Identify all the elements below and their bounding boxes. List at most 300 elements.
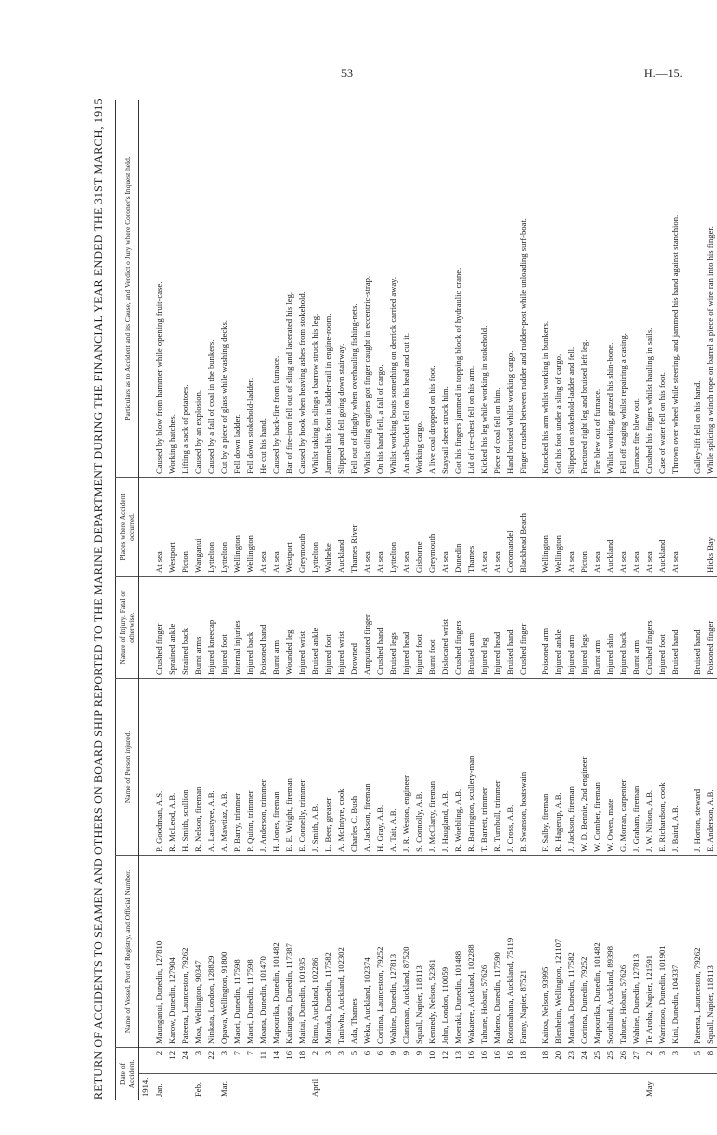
cell-nature: Injured back (617, 577, 630, 679)
cell-day: 16 (504, 1048, 517, 1074)
cell-nature: Injured foot (656, 577, 669, 679)
cell-place: Lyttelton (387, 478, 400, 577)
cell-day: 13 (452, 1048, 465, 1074)
cell-vessel: Blenheim, Wellington, 121107 (552, 856, 565, 1048)
cell-day: 18 (539, 1048, 552, 1074)
cell-vessel: Karow, Dunedin, 127904 (166, 856, 179, 1048)
cell-day: 26 (617, 1048, 630, 1074)
cell-particulars: Lifting a sack of potatoes. (180, 384, 190, 474)
cell-vessel: Maori, Dunedin, 117598 (231, 856, 244, 1048)
cell-person: E. Richardson, cook (656, 679, 669, 856)
cell-month (426, 1074, 439, 1100)
cell-person: R. McLeod, A.B. (166, 679, 179, 856)
cell-person: P. Barry, trimmer (231, 679, 244, 856)
cell-day: 10 (426, 1048, 439, 1074)
cell-nature: Poisoned finger (704, 577, 717, 679)
cell-person: L. Beer, greaser (322, 679, 335, 856)
cell-particulars: Lid of ice-chest fell on his arm. (466, 365, 476, 474)
cell-day: 16 (491, 1048, 504, 1074)
table-row (517, 100, 530, 1100)
cell-nature: Burnt arm (591, 577, 604, 679)
table-row (361, 100, 374, 1100)
cell-person: A. McIntyre, cook (335, 679, 348, 856)
cell-month (400, 1074, 413, 1100)
cell-day: 22 (205, 1048, 218, 1074)
cell-person: R. Turnbull, trimmer (491, 679, 504, 856)
cell-person: H. Smith, scullion (179, 679, 192, 856)
cell-day: 5 (348, 1048, 361, 1074)
cell-particulars: An ash-bucket fell on his head and cut it. (401, 332, 411, 474)
cell-place: At sea (361, 478, 374, 577)
table-row (452, 100, 465, 1100)
group-separator (530, 100, 539, 1100)
cell-month (656, 1074, 669, 1100)
cell-vessel: Pateena, Launceston, 79262 (691, 856, 704, 1048)
cell-day: 24 (179, 1048, 192, 1074)
cell-particulars: Piece of coal fell on him. (492, 387, 502, 474)
table-row (413, 100, 426, 1100)
cell-month (604, 1074, 617, 1100)
cell-place: Waiheke (322, 478, 335, 577)
cell-nature: Bruised hand (504, 577, 517, 679)
cell-month (179, 1074, 192, 1100)
page-number: 53 (341, 66, 353, 80)
cell-person: F. Salby, fireman (539, 679, 552, 856)
cell-place: At sea (565, 478, 578, 577)
cell-person: H. Jones, fireman (270, 679, 283, 856)
cell-person: J. McClarty, fireman (426, 679, 439, 856)
cell-day: 7 (231, 1048, 244, 1074)
cell-place: Picton (179, 478, 192, 577)
cell-place: Lyttelton (218, 478, 231, 577)
cell-nature: Bruised hand (669, 577, 682, 679)
table-row (465, 100, 478, 1100)
cell-particulars: Fell down ladder. (232, 414, 242, 474)
cell-person: Charles C. Bush (348, 679, 361, 856)
cell-vessel: Southland, Auckland, 89398 (604, 856, 617, 1048)
cell-month (504, 1074, 517, 1100)
cell-place: Hicks Bay (704, 478, 717, 577)
cell-nature: Injured kneecap (205, 577, 218, 679)
cell-particulars: While splicing a winch rope on barrel a piece of wire ran into his finger. (705, 226, 715, 474)
cell-day: 2 (309, 1048, 322, 1074)
cell-vessel: Rimu, Auckland, 102286 (309, 856, 322, 1048)
table-row (656, 100, 669, 1100)
cell-nature: Drowned (348, 577, 361, 679)
cell-place: At sea (374, 478, 387, 577)
cell-month (591, 1074, 604, 1100)
cell-particulars: Knocked his arm whilst working in bunkers. (540, 321, 550, 474)
cell-person: A. Mawtiaz, A.B. (218, 679, 231, 856)
cell-place: Thames (465, 478, 478, 577)
cell-place: Lyttelton (309, 478, 322, 577)
cell-month (387, 1074, 400, 1100)
cell-vessel: Moa, Wellington, 90347 (192, 856, 205, 1048)
table-row (604, 100, 617, 1100)
cell-particulars: Got his foot under a sling of cargo. (553, 353, 563, 474)
cell-month: May (643, 1074, 656, 1100)
cell-particulars: A live coal dropped on his foot. (427, 365, 437, 474)
cell-person: R. Barrington, scullery-man (465, 679, 478, 856)
cell-particulars: Slipped and fell going down stairway. (336, 343, 346, 474)
cell-month: April (309, 1074, 322, 1100)
cell-vessel: Corinna, Dunedin, 79252 (578, 856, 591, 1048)
cell-day: 18 (517, 1048, 530, 1074)
cell-day: 3 (669, 1048, 682, 1074)
cell-particulars: Slipped on stokehold-ladder and fell. (566, 346, 576, 474)
cell-month (231, 1074, 244, 1100)
cell-day: 6 (374, 1048, 387, 1074)
cell-nature: Strained back (179, 577, 192, 679)
cell-place: Picton (578, 478, 591, 577)
year-row (139, 100, 154, 1100)
cell-vessel: Kennedy, Nelson, 52361 (426, 856, 439, 1048)
cell-person: S. Connolly, A.B. (413, 679, 426, 856)
cell-nature: Bruised ankle (309, 577, 322, 679)
table-row (504, 100, 517, 1100)
header-row (116, 100, 139, 1100)
cell-nature: Burnt foot (426, 577, 439, 679)
cell-place: Greymouth (426, 478, 439, 577)
cell-vessel: John, London, 110059 (439, 856, 452, 1048)
cell-particulars: Furnace fire blew out. (631, 398, 641, 474)
cell-nature: Poisoned hand (257, 577, 270, 679)
cell-particulars: Got his fingers jammed in topping block of hydraulic crane. (453, 267, 463, 474)
page-title: RETURN OF ACCIDENTS TO SEAMEN AND OTHERS ON BOARD SHIP REPORTED TO THE MARINE DEPARTMENT DURING THE FINANCIAL YEAR ENDED THE 31ST MARCH, 1915 (91, 98, 105, 1100)
cell-nature: Injured arm (565, 577, 578, 679)
cell-month (283, 1074, 296, 1100)
cell-person: J. Cross, A.B. (504, 679, 517, 856)
cell-place: At sea (400, 478, 413, 577)
table-row (539, 100, 552, 1100)
cell-person: P. Goodman, A.S. (153, 679, 166, 856)
cell-particulars: Whilst oiling engines got finger caught in eccentric-strap. (362, 275, 372, 474)
cell-particulars: Working hatches. (167, 414, 177, 474)
cell-nature: Poisoned arm (539, 577, 552, 679)
cell-month (552, 1074, 565, 1100)
cell-place: Greymouth (296, 478, 309, 577)
cell-day: 25 (591, 1048, 604, 1074)
cell-vessel: Wahine, Dunedin, 127813 (630, 856, 643, 1048)
cell-nature: Injured wrist (335, 577, 348, 679)
cell-person: T. Barrett, trimmer (478, 679, 491, 856)
cell-month (491, 1074, 504, 1100)
cell-vessel: Corinna, Launceston, 79252 (374, 856, 387, 1048)
table-row (348, 100, 361, 1100)
cell-person: J. Haugland, A.B. (439, 679, 452, 856)
cell-person: W. Comber, fireman (591, 679, 604, 856)
cell-place: Wellington (244, 478, 257, 577)
cell-month (257, 1074, 270, 1100)
cell-vessel: Maitai, Dunedin, 101935 (296, 856, 309, 1048)
cell-nature: Amputated finger (361, 577, 374, 679)
cell-month (565, 1074, 578, 1100)
cell-place: Wellington (539, 478, 552, 577)
cell-day: 9 (413, 1048, 426, 1074)
accidents-table (115, 100, 717, 1100)
table-row (426, 100, 439, 1100)
cell-nature: Injured head (491, 577, 504, 679)
table-row (617, 100, 630, 1100)
cell-person: E. Connelly, trimmer (296, 679, 309, 856)
cell-particulars: Jammed his foot in ladder-rail in engine-room. (323, 313, 333, 474)
cell-place: At sea (491, 478, 504, 577)
table-row (591, 100, 604, 1100)
cell-month (704, 1074, 717, 1100)
cell-vessel: Rotomahana, Auckland, 75119 (504, 856, 517, 1048)
cell-vessel: Tahune, Hobart, 57626 (478, 856, 491, 1048)
cell-particulars: Caused by blow from hammer while opening fruit-case. (154, 281, 164, 474)
cell-month (322, 1074, 335, 1100)
cell-particulars: Whilst working, grazed his shin-bone. (605, 342, 615, 474)
cell-particulars: On his hand fell, a fall of cargo. (375, 364, 385, 474)
cell-month (517, 1074, 530, 1100)
cell-particulars: Whilst working boats something on derrick carried away. (388, 276, 398, 474)
cell-vessel: Maheno, Dunedin, 117590 (491, 856, 504, 1048)
cell-nature: Dislocated wrist (439, 577, 452, 679)
cell-person: E. Anderson, A.B. (704, 679, 717, 856)
cell-day: 18 (296, 1048, 309, 1074)
cell-particulars: Staysail sheet struck him. (440, 386, 450, 474)
cell-particulars: Working cargo. (414, 420, 424, 474)
cell-day: 3 (335, 1048, 348, 1074)
cell-day: 8 (704, 1048, 717, 1074)
cell-place: Auckland (604, 478, 617, 577)
cell-person: W. Owen, mate (604, 679, 617, 856)
cell-nature: Crushed finger (153, 577, 166, 679)
table-row (166, 100, 179, 1100)
cell-day: 5 (691, 1048, 704, 1074)
cell-month (578, 1074, 591, 1100)
cell-month (691, 1074, 704, 1100)
cell-vessel: Tahune, Hobart, 57626 (617, 856, 630, 1048)
cell-particulars: Hand bruised whilst working cargo. (505, 350, 515, 474)
table-row (179, 100, 192, 1100)
header-date: Date of Accident. (116, 1048, 139, 1101)
cell-month (348, 1074, 361, 1100)
cell-person: J. Smith, A.B. (309, 679, 322, 856)
cell-month (374, 1074, 387, 1100)
cell-month (478, 1074, 491, 1100)
cell-month (669, 1074, 682, 1100)
cell-nature: Wounded leg (283, 577, 296, 679)
cell-nature: Sprained ankle (166, 577, 179, 679)
cell-vessel: Warrimoo, Dunedin, 101901 (656, 856, 669, 1048)
cell-vessel: Weka, Auckland, 102374 (361, 856, 374, 1048)
cell-day: 14 (270, 1048, 283, 1074)
cell-vessel: Manuka, Dunedin, 117582 (322, 856, 335, 1048)
table-row (218, 100, 231, 1100)
table-row (296, 100, 309, 1100)
cell-nature: Internal injuries (231, 577, 244, 679)
cell-particulars: Whilst taking in slings a barrow struck his leg. (310, 313, 320, 474)
cell-place: At sea (257, 478, 270, 577)
cell-nature: Injured shin (604, 577, 617, 679)
cell-day: 16 (283, 1048, 296, 1074)
cell-vessel: Kaitangata, Dunedin, 117387 (283, 856, 296, 1048)
cell-particulars: Caused by back-fire from furnace. (271, 355, 281, 474)
cell-nature: Crushed fingers (452, 577, 465, 679)
cell-place: Westport (283, 478, 296, 577)
header-place: Places where Accident occurred. (116, 478, 139, 577)
cell-particulars: Thrown over wheel while steering, and jammed his hand against stanchion. (670, 214, 680, 474)
table-row (309, 100, 322, 1100)
cell-place: Wanganui (192, 478, 205, 577)
cell-day: 27 (630, 1048, 643, 1074)
table-row (704, 100, 717, 1100)
table-row (270, 100, 283, 1100)
cell-nature: Injured foot (413, 577, 426, 679)
cell-person: G. Morran, carpenter (617, 679, 630, 856)
cell-nature: Injured back (244, 577, 257, 679)
table-row (478, 100, 491, 1100)
cell-particulars: Fractured right leg and bruised left leg. (579, 339, 589, 474)
cell-day: 16 (478, 1048, 491, 1074)
cell-place: At sea (153, 478, 166, 577)
cell-day: 20 (552, 1048, 565, 1074)
cell-month: Jan. (153, 1074, 166, 1100)
rotated-return-table (91, 98, 715, 1100)
cell-vessel: Squall, Napier, 118113 (704, 856, 717, 1048)
table-row (205, 100, 218, 1100)
cell-person: B. Swanson, boatswain (517, 679, 530, 856)
cell-nature: Crushed fingers (643, 577, 656, 679)
cell-place: Auckland (335, 478, 348, 577)
cell-day: 9 (387, 1048, 400, 1074)
cell-day: 12 (439, 1048, 452, 1074)
cell-nature: Injured leg (478, 577, 491, 679)
cell-vessel: Mapourika, Dunedin, 101482 (270, 856, 283, 1048)
table-row (691, 100, 704, 1100)
table-row (439, 100, 452, 1100)
cell-day: 23 (565, 1048, 578, 1074)
cell-day: 3 (322, 1048, 335, 1074)
cell-vessel: Pateena, Launceston, 79262 (179, 856, 192, 1048)
cell-vessel: Kini, Dunedin, 104337 (669, 856, 682, 1048)
cell-vessel: Wakatere, Auckland, 102288 (465, 856, 478, 1048)
table-row (552, 100, 565, 1100)
cell-day: 12 (166, 1048, 179, 1074)
cell-place: Blackhead Beach (517, 478, 530, 577)
cell-person: J. Graham, fireman (630, 679, 643, 856)
cell-particulars: Caused by an explosion. (193, 389, 203, 474)
cell-nature: Bruised arm (465, 577, 478, 679)
cell-nature: Bruised legs (387, 577, 400, 679)
cell-particulars: Caused by a fall of coal in the bunkers. (206, 339, 216, 474)
cell-person: A. Laustyee, A.B. (205, 679, 218, 856)
cell-place (691, 478, 704, 577)
cell-day: 6 (361, 1048, 374, 1074)
cell-day: 7 (244, 1048, 257, 1074)
cell-vessel: Mapourika, Dunedin, 101482 (591, 856, 604, 1048)
cell-person: E. E. Wright, fireman (283, 679, 296, 856)
cell-place: Wellington (231, 478, 244, 577)
cell-particulars: Kicked his leg while working in stokehold. (479, 325, 489, 474)
cell-place: Coromandel (504, 478, 517, 577)
cell-day: 16 (465, 1048, 478, 1074)
cell-person: R. Hagerup, A.B. (552, 679, 565, 856)
cell-person: J. Baird, A.B. (669, 679, 682, 856)
cell-month (539, 1074, 552, 1100)
cell-day: 24 (578, 1048, 591, 1074)
cell-nature: Injured wrist (296, 577, 309, 679)
cell-month (361, 1074, 374, 1100)
cell-day: 25 (604, 1048, 617, 1074)
cell-vessel: Fanny, Napier, 87521 (517, 856, 530, 1048)
cell-month: Feb. (192, 1074, 205, 1100)
cell-person: J. R. Weston, engineer (400, 679, 413, 856)
group-separator (682, 100, 691, 1100)
cell-day: 2 (643, 1048, 656, 1074)
cell-person: A. Tait, A.B. (387, 679, 400, 856)
cell-nature: Crushed finger (517, 577, 530, 679)
cell-place: Lyttelton (205, 478, 218, 577)
header-person: Name of Person injured. (116, 679, 139, 856)
cell-place: Gisborne (413, 478, 426, 577)
cell-particulars: Caused by hook when heaving ashes from stokehold. (297, 291, 307, 474)
table-row (578, 100, 591, 1100)
cell-month (166, 1074, 179, 1100)
cell-nature: Burnt arm (270, 577, 283, 679)
header-vessel: Name of Vessel, Port of Registry, and Official Number. (116, 856, 139, 1048)
cell-nature: Injured foot (218, 577, 231, 679)
cell-nature: Burnt arms (192, 577, 205, 679)
cell-place: At sea (439, 478, 452, 577)
cell-day: 3 (192, 1048, 205, 1074)
cell-place: Wellington (552, 478, 565, 577)
cell-vessel: Te Aroha, Napier, 121591 (643, 856, 656, 1048)
cell-month (205, 1074, 218, 1100)
cell-particulars: Galley-lift fell on his hand. (692, 380, 702, 474)
table-row (192, 100, 205, 1100)
cell-nature: Burnt arm (630, 577, 643, 679)
cell-particulars: Cut by a piece of glass while washing decks. (219, 320, 229, 474)
cell-person: J. W. Nilson, A.B. (643, 679, 656, 856)
cell-person: J. Horton, steward (691, 679, 704, 856)
cell-vessel: Clansman, Auckland, 87520 (400, 856, 413, 1048)
cell-month (452, 1074, 465, 1100)
table-row (153, 100, 166, 1100)
cell-vessel: Manuka, Dunedin, 117582 (565, 856, 578, 1048)
cell-day: 3 (656, 1048, 669, 1074)
cell-month (296, 1074, 309, 1100)
cell-nature: Injured legs (578, 577, 591, 679)
cell-vessel: Kaitoa, Nelson, 93995 (539, 856, 552, 1048)
cell-nature: Crushed hand (374, 577, 387, 679)
cell-vessel: Opawa, Wellington, 91800 (218, 856, 231, 1048)
table-row (630, 100, 643, 1100)
cell-particulars: Fell out of dinghy when overhauling fishing-nets. (349, 303, 359, 474)
cell-person: P. Quinn, trimmer (244, 679, 257, 856)
cell-vessel: Maori, Dunedin, 117598 (244, 856, 257, 1048)
cell-particulars: Finger crushed between rudder and rudder-post while unloading surf-boat. (518, 218, 528, 474)
cell-particulars: Fell down stokehold-ladder. (245, 377, 255, 474)
cell-place: At sea (617, 478, 630, 577)
cell-place: At sea (591, 478, 604, 577)
cell-place: Thames River (348, 478, 361, 577)
year-label: 1914. (139, 1074, 154, 1100)
cell-place: Westport (166, 478, 179, 577)
cell-place: At sea (630, 478, 643, 577)
cell-person: J. Jackson, fireman (565, 679, 578, 856)
cell-vessel: Ada, Thames (348, 856, 361, 1048)
cell-month (335, 1074, 348, 1100)
table-row (491, 100, 504, 1100)
cell-person: W. D. Bennie, 2nd engineer (578, 679, 591, 856)
cell-month (244, 1074, 257, 1100)
cell-nature: Injured ankle (552, 577, 565, 679)
table-row (565, 100, 578, 1100)
